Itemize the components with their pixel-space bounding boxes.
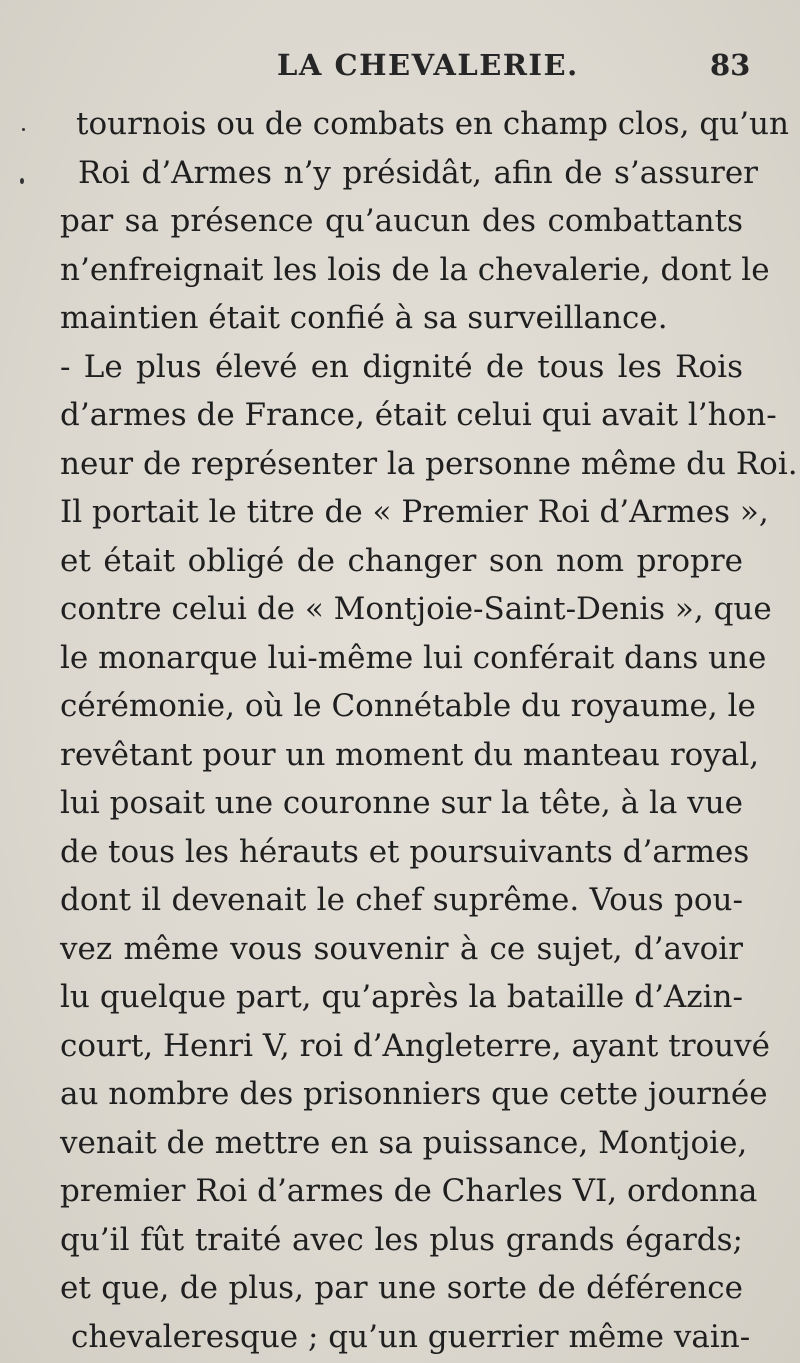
text-line: dont il devenait le chef suprême. Vous pou- bbox=[60, 882, 743, 918]
text-line: venait de mettre en sa puissance, Montjoie, bbox=[60, 1124, 748, 1161]
text-line: chevaleresque ; qu’un guerrier même vain- bbox=[71, 1318, 751, 1355]
paper-speck bbox=[20, 178, 24, 184]
text-line: lu quelque part, qu’après la bataille d’Azin- bbox=[60, 979, 743, 1015]
text-line: et était obligé de changer son nom propre bbox=[60, 542, 743, 579]
body-text bbox=[58, 100, 798, 1361]
text-line: court, Henri V, roi d’Angleterre, ayant trouvé bbox=[60, 1027, 771, 1064]
text-line: Il portait le titre de « Premier Roi d’Armes », bbox=[60, 494, 769, 530]
text-line: revêtant pour un moment du manteau royal, bbox=[60, 736, 760, 773]
text-line: vez même vous souvenir à ce sujet, d’avoir bbox=[60, 930, 743, 967]
text-line: de tous les hérauts et poursuivants d’armes bbox=[60, 833, 750, 870]
text-line: Roi d’Armes n’y présidât, afin de s’assurer bbox=[78, 154, 758, 191]
page-number: 83 bbox=[710, 48, 751, 82]
text-line: neur de représenter la personne même du Roi. bbox=[60, 445, 798, 482]
text-line: et que, de plus, par une sorte de déférence bbox=[60, 1270, 743, 1306]
text-line: par sa présence qu’aucun des combattants bbox=[60, 203, 743, 239]
paper-speck bbox=[22, 128, 25, 131]
text-line: contre celui de « Montjoie-Saint-Denis », que bbox=[60, 591, 772, 627]
text-line: le monarque lui-même lui conférait dans une bbox=[60, 639, 767, 676]
text-line: qu’il fût traité avec les plus grands égards; bbox=[60, 1221, 743, 1258]
text-line: tournois ou de combats en champ clos, qu’un bbox=[76, 106, 789, 142]
text-line: d’armes de France, était celui qui avait l’hon- bbox=[60, 397, 777, 433]
text-line: premier Roi d’armes de Charles VI, ordonna bbox=[60, 1173, 758, 1209]
text-line: maintien était confié à sa surveillance. bbox=[60, 300, 668, 336]
text-line: lui posait une couronne sur la tête, à la vue bbox=[60, 785, 744, 821]
running-title: LA CHEVALERIE. bbox=[277, 48, 579, 82]
text-line: au nombre des prisonniers que cette journée bbox=[60, 1076, 768, 1112]
text-line: - Le plus élevé en dignité de tous les Rois bbox=[60, 348, 743, 385]
page-header bbox=[0, 48, 800, 88]
text-line: cérémonie, où le Connétable du royaume, le bbox=[60, 688, 756, 724]
text-line: n’enfreignait les lois de la chevalerie, dont le bbox=[60, 251, 770, 288]
